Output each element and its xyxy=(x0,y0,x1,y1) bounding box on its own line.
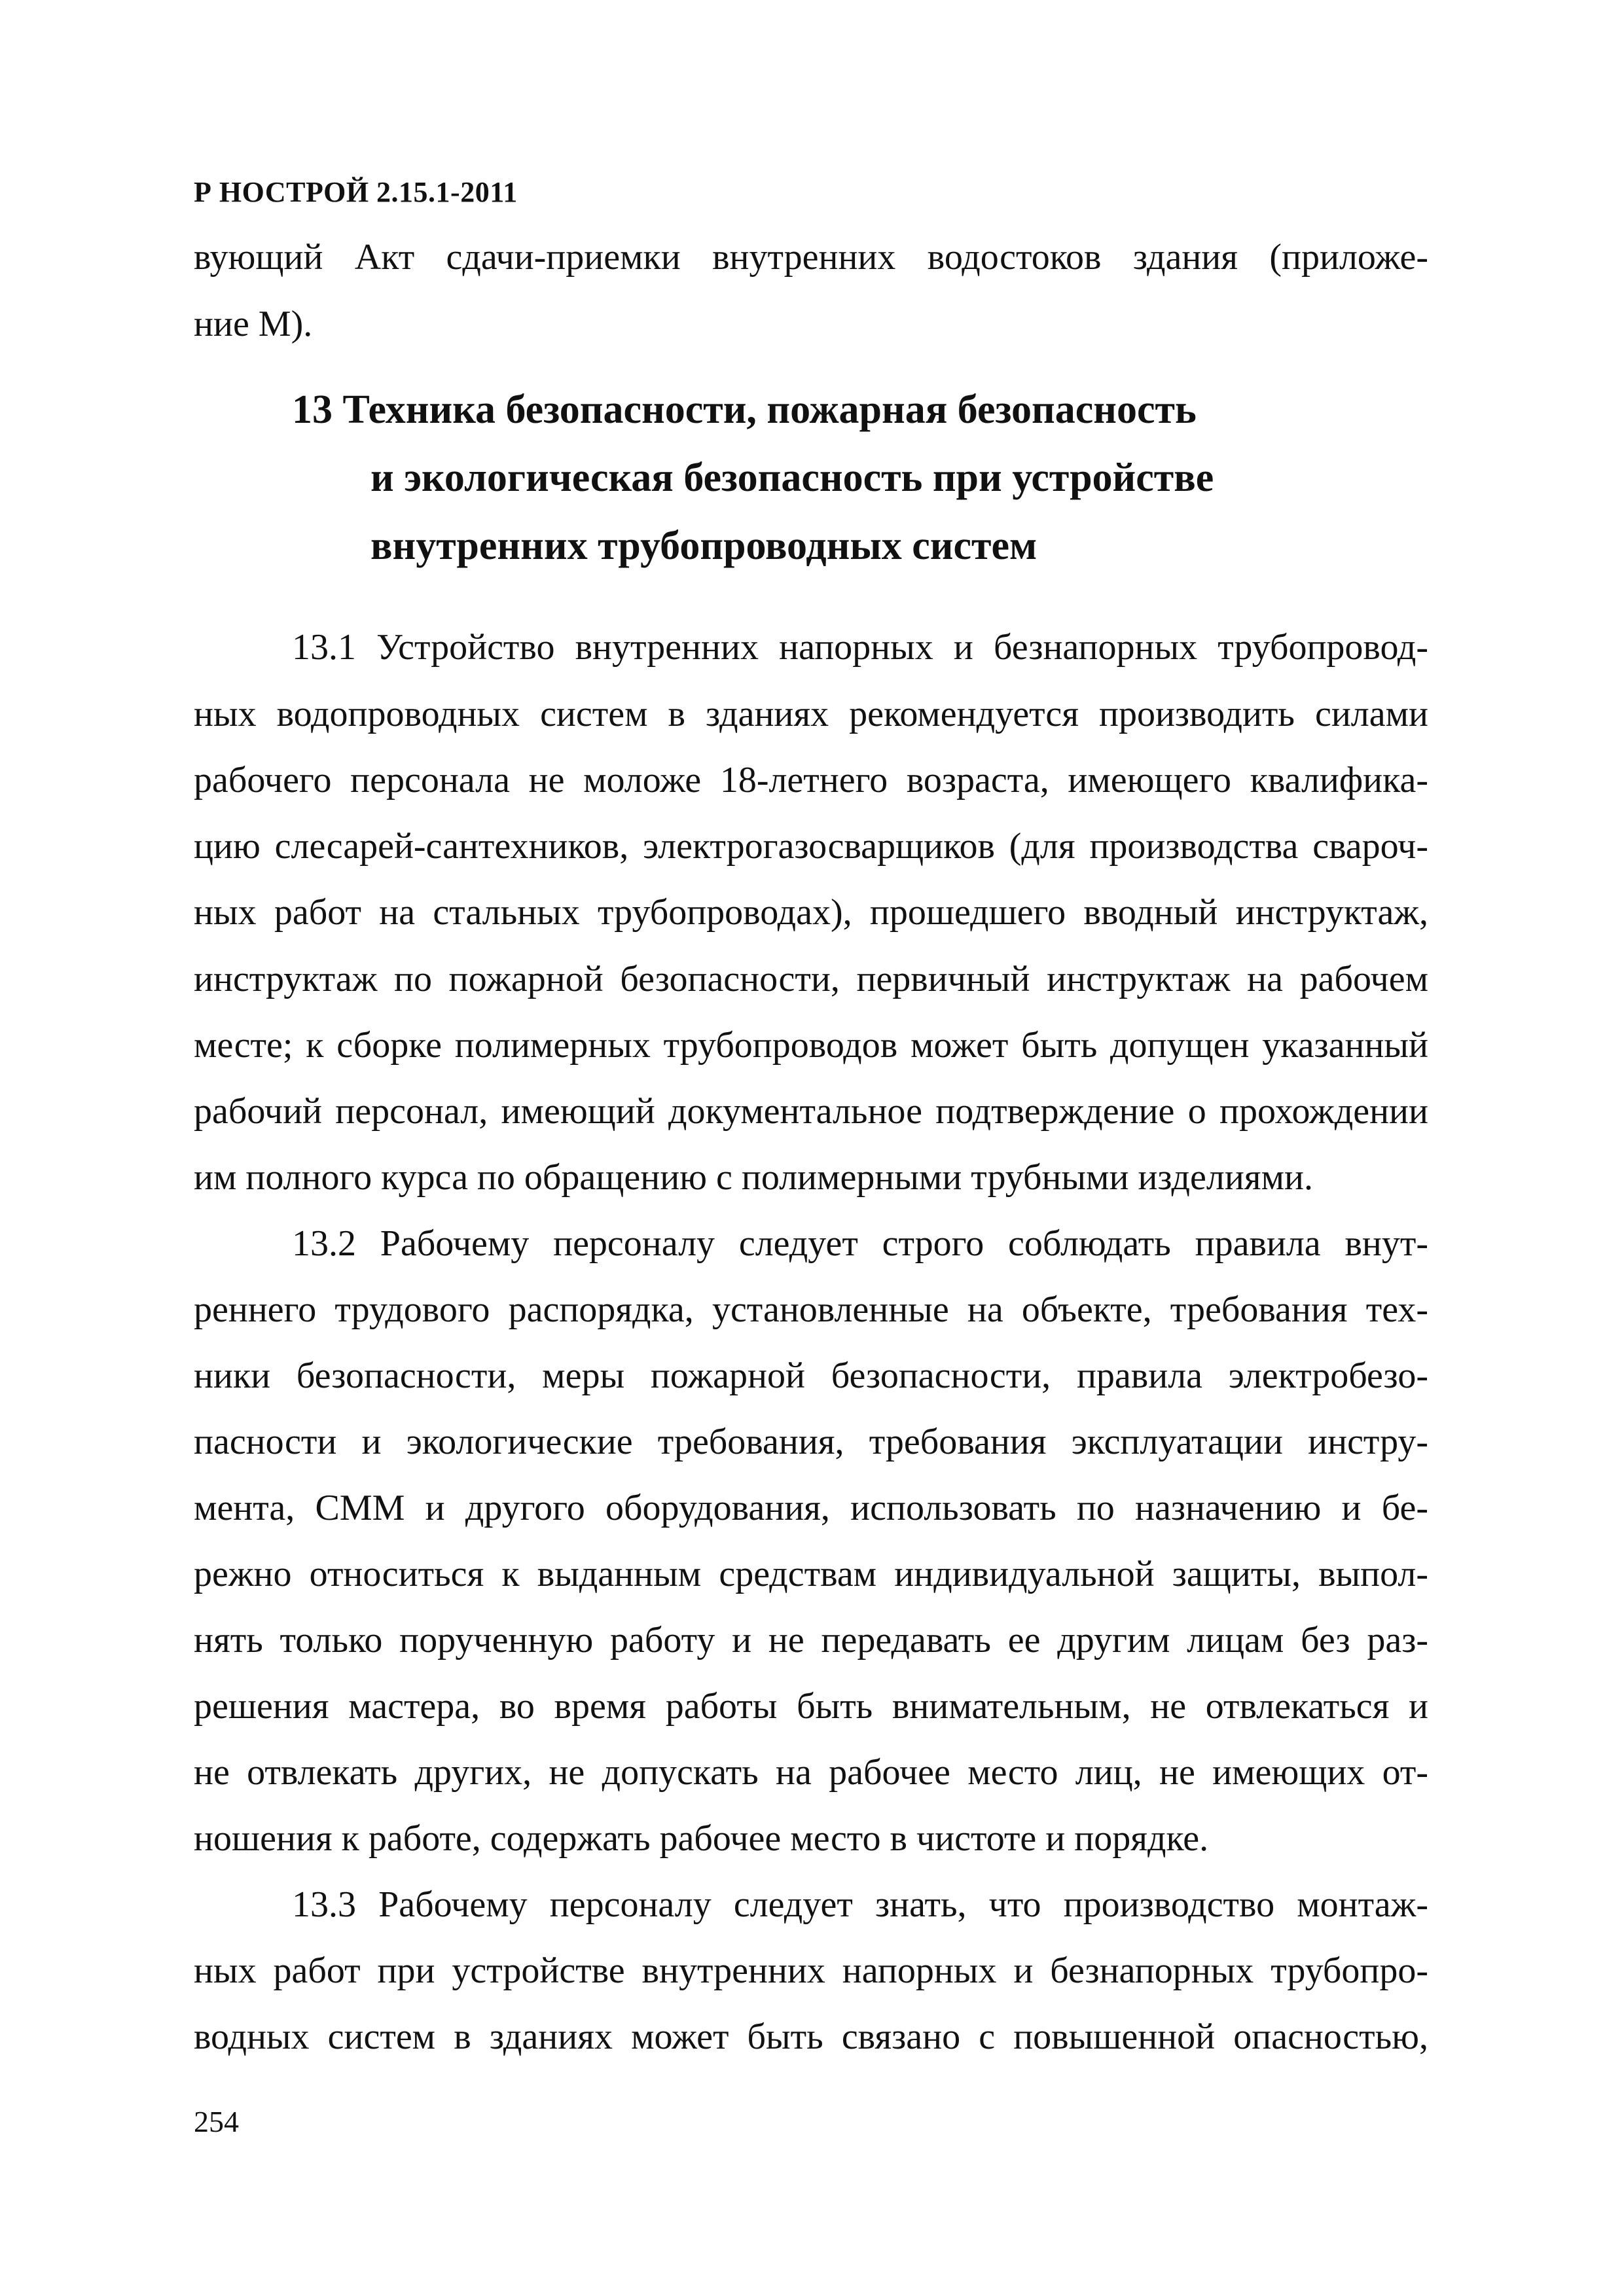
page-number: 254 xyxy=(194,2105,239,2138)
paragraph-line: рабочего персонала не моложе 18-летнего возраста, имеющего квалифика- xyxy=(194,760,1428,800)
paragraph-line: пасности и экологические требования, требования эксплуатации инстру- xyxy=(194,1422,1428,1462)
paragraph-line: решения мастера, во время работы быть внимательным, не отвлекаться и xyxy=(194,1686,1428,1727)
paragraph-line: 13.1 Устройство внутренних напорных и безнапорных трубопровод- xyxy=(292,627,1428,668)
paragraph-line: ных работ на стальных трубопроводах), прошедшего вводный инструктаж, xyxy=(194,892,1428,933)
paragraph-line: ных водопроводных систем в зданиях рекомендуется производить силами xyxy=(194,694,1428,734)
document-code-header: Р НОСТРОЙ 2.15.1-2011 xyxy=(194,176,518,208)
paragraph-line: ных работ при устройстве внутренних напорных и безнапорных трубопро- xyxy=(194,1950,1428,1991)
section-heading-line: внутренних трубопроводных систем xyxy=(370,524,1038,568)
paragraph-line: не отвлекать других, не допускать на рабочее место лиц, не имеющих от- xyxy=(194,1752,1428,1793)
paragraph-line: рабочий персонал, имеющий документальное подтверждение о прохождении xyxy=(194,1091,1428,1132)
paragraph-line: 13.3 Рабочему персоналу следует знать, что производство монтаж- xyxy=(292,1884,1428,1925)
paragraph-line: режно относиться к выданным средствам индивидуальной защиты, выпол- xyxy=(194,1554,1428,1594)
paragraph-line: инструктаж по пожарной безопасности, первичный инструктаж на рабочем xyxy=(194,959,1428,999)
paragraph-line: ношения к работе, содержать рабочее место в чистоте и порядке. xyxy=(194,1818,1209,1859)
section-heading-line: и экологическая безопасность при устройстве xyxy=(370,456,1214,500)
paragraph-line: им полного курса по обращению с полимерными трубными изделиями. xyxy=(194,1157,1313,1198)
paragraph-line: 13.2 Рабочему персоналу следует строго соблюдать правила внут- xyxy=(292,1223,1428,1264)
paragraph-line: нять только порученную работу и не передавать ее другим лицам без раз- xyxy=(194,1620,1428,1660)
paragraph-line: месте; к сборке полимерных трубопроводов может быть допущен указанный xyxy=(194,1025,1428,1066)
paragraph-line: цию слесарей-сантехников, электрогазосварщиков (для производства свароч- xyxy=(194,826,1428,867)
paragraph-line: ники безопасности, меры пожарной безопасности, правила электробезо- xyxy=(194,1355,1428,1396)
paragraph-line: реннего трудового распорядка, установленные на объекте, требования тех- xyxy=(194,1289,1428,1330)
section-heading-line: 13 Техника безопасности, пожарная безопасность xyxy=(292,387,1197,432)
paragraph-line: мента, СММ и другого оборудования, использовать по назначению и бе- xyxy=(194,1488,1428,1528)
paragraph-line: водных систем в зданиях может быть связано с повышенной опасностью, xyxy=(194,2017,1428,2057)
intro-line: вующий Акт сдачи-приемки внутренних водостоков здания (приложе- xyxy=(194,237,1428,278)
intro-line: ние М). xyxy=(194,304,313,344)
